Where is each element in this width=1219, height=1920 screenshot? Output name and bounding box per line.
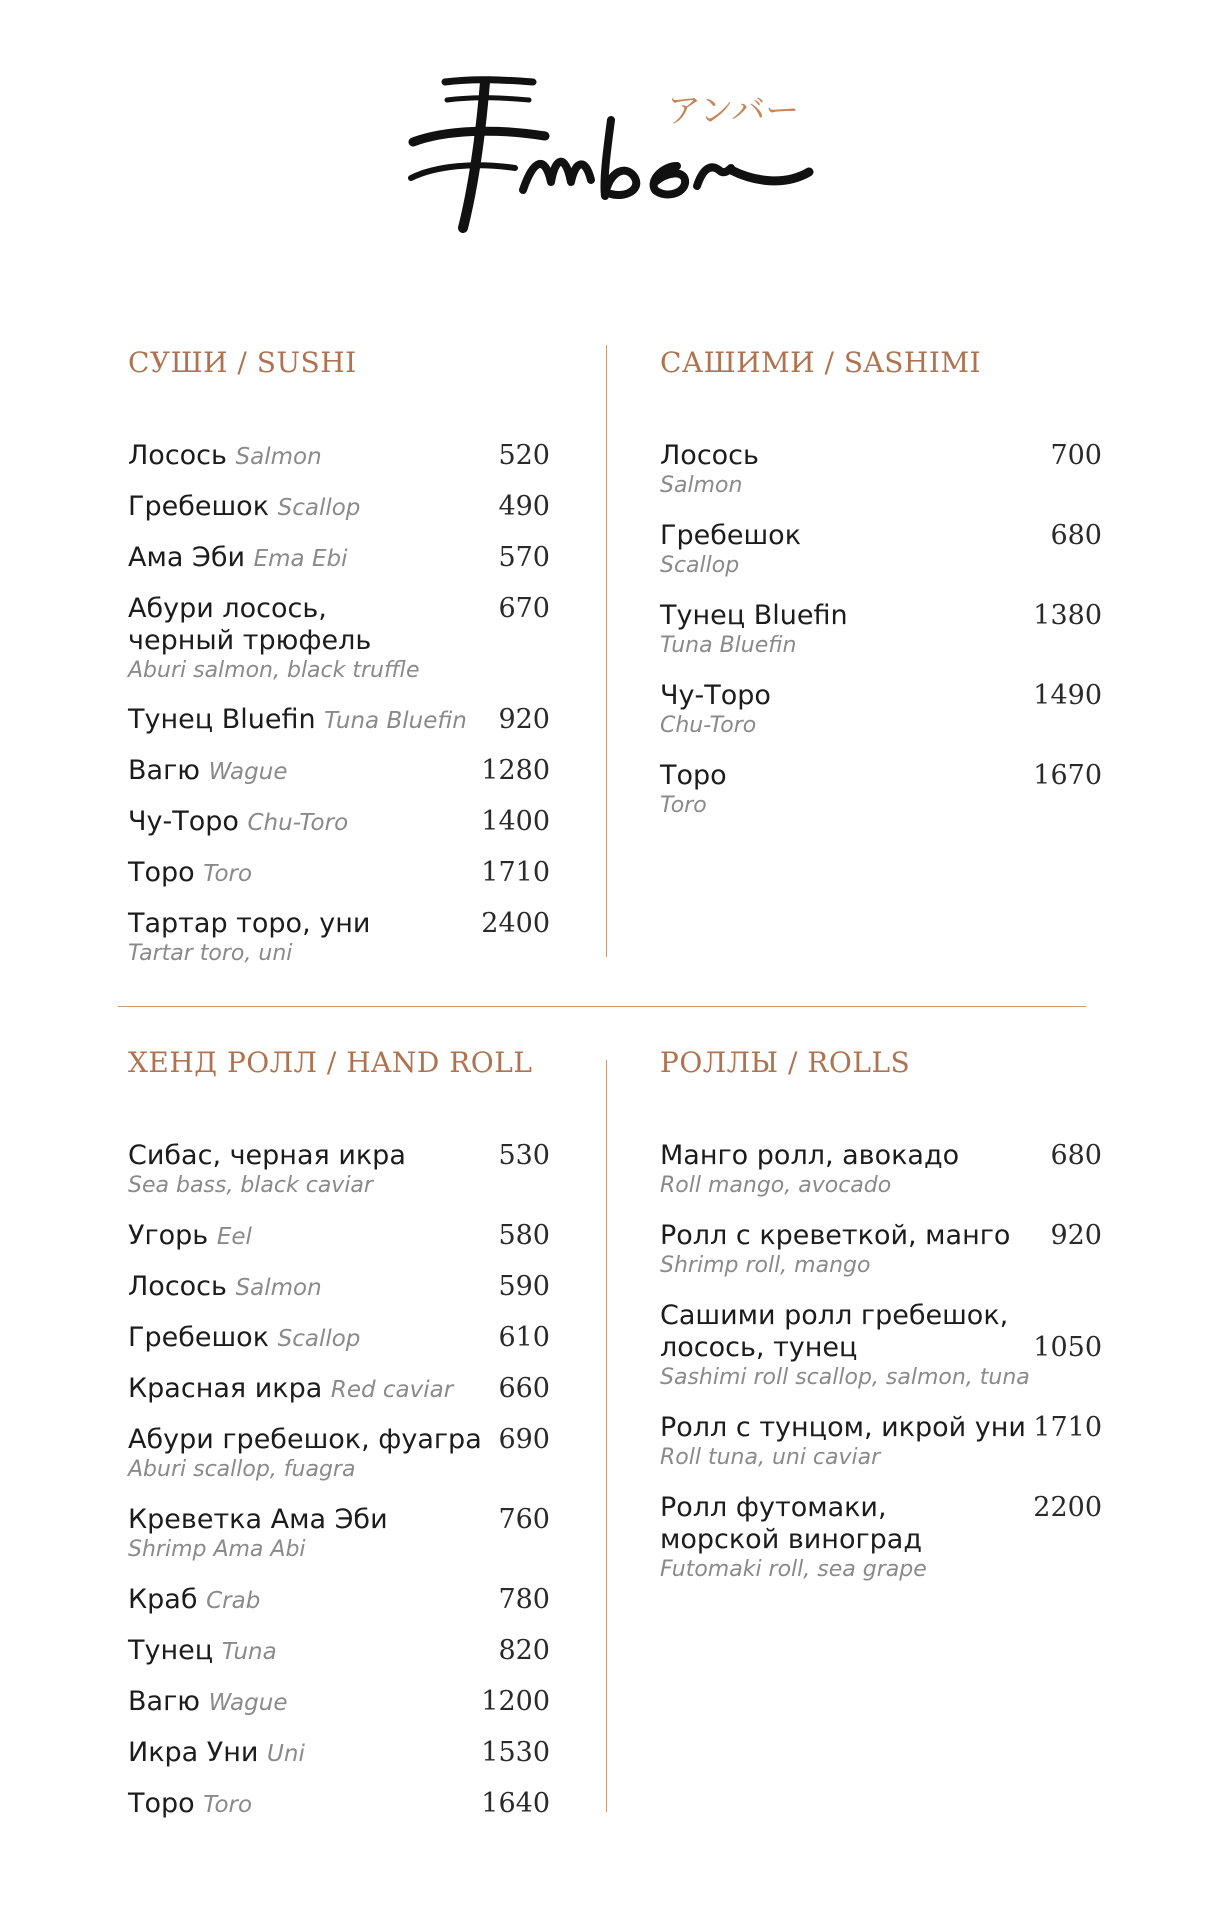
menu-item [128, 440, 550, 472]
item-price: 700 [1050, 440, 1102, 471]
menu-item [660, 600, 1102, 660]
item-name-ru: Сибас, черная икра [128, 1140, 406, 1171]
item-name-ru: Торо [660, 760, 727, 791]
item-name-en: Roll mango, avocado [660, 1173, 892, 1198]
menu-item [128, 1140, 550, 1200]
item-price: 1640 [481, 1788, 550, 1819]
item-name-ru: Ролл футомаки, морской виноград [660, 1492, 922, 1555]
item-name-en: Toro [203, 1792, 253, 1818]
item-name-ru: Сашими ролл гребешок, лосось, тунец [660, 1300, 1009, 1363]
item-price: 2400 [481, 908, 550, 939]
menu-item [660, 680, 1102, 740]
item-name-ru: Гребешок [128, 1322, 270, 1353]
item-name-ru: Абури лосось, черный трюфель [128, 593, 372, 656]
item-name-ru: Креветка Ама Эби [128, 1504, 388, 1535]
amber-logo-graphic [405, 70, 815, 250]
item-price: 1670 [1033, 760, 1102, 791]
item-name-en: Tuna Bluefin [660, 633, 797, 658]
item-name-ru: Ама Эби [128, 542, 246, 573]
item-name-ru: Красная икра [128, 1373, 323, 1404]
item-price: 1380 [1033, 600, 1102, 631]
menu-item [128, 806, 550, 838]
item-name-en: Tuna [221, 1639, 277, 1665]
menu-item [128, 542, 550, 574]
item-name-ru: Краб [128, 1584, 198, 1615]
item-name-en: Futomaki roll, sea grape [660, 1557, 927, 1582]
item-name-en: Aburi scallop, fuagra [128, 1457, 356, 1482]
item-price: 680 [1050, 1140, 1102, 1171]
item-name-en: Ema Ebi [253, 546, 348, 572]
item-name-ru: Лосось [128, 1271, 227, 1302]
column-divider-bottom [606, 1060, 607, 1812]
item-name-ru: Ролл с тунцом, икрой уни [660, 1412, 1026, 1443]
item-price: 690 [498, 1424, 550, 1455]
item-price: 1200 [481, 1686, 550, 1717]
item-name-en: Sashimi roll scallop, salmon, tuna [660, 1365, 1030, 1390]
item-name-ru: Угорь [128, 1220, 209, 1251]
item-name-en: Scallop [277, 1326, 361, 1352]
item-price: 920 [1050, 1220, 1102, 1251]
section-divider [118, 1006, 1086, 1007]
menu-item [128, 908, 550, 968]
item-price: 2200 [1033, 1492, 1102, 1523]
item-name-en: Toro [660, 793, 707, 818]
item-price: 590 [498, 1271, 550, 1302]
menu-item [128, 491, 550, 523]
item-price: 760 [498, 1504, 550, 1535]
item-name-ru: Тартар торо, уни [128, 908, 371, 939]
menu-item [128, 1788, 550, 1820]
item-price: 1400 [481, 806, 550, 837]
column-divider-top [606, 345, 607, 957]
menu-item [128, 1635, 550, 1667]
item-name-ru: Чу-Торо [128, 806, 239, 837]
menu-item [128, 1373, 550, 1405]
item-name-en: Toro [203, 861, 253, 887]
menu-item [128, 1686, 550, 1718]
item-name-en: Salmon [235, 444, 322, 470]
item-name-en: Shrimp Ama Abi [128, 1537, 306, 1562]
rolls-title: РОЛЛЫ / ROLLS [660, 1046, 911, 1079]
item-name-ru: Гребешок [128, 491, 270, 522]
item-name-en: Chu-Toro [247, 810, 349, 836]
item-name-ru: Торо [128, 1788, 195, 1819]
item-name-en: Wague [208, 1690, 288, 1716]
item-name-en: Chu-Toro [660, 713, 757, 738]
item-name-en: Scallop [277, 495, 361, 521]
item-name-en: Eel [216, 1224, 252, 1250]
menu-item [128, 1322, 550, 1354]
item-price: 1530 [481, 1737, 550, 1768]
item-name-ru: Абури гребешок, фуагра [128, 1424, 482, 1455]
sashimi-title: САШИМИ / SASHIMI [660, 346, 982, 379]
menu-item [128, 1584, 550, 1616]
menu-item [128, 1737, 550, 1769]
item-price: 680 [1050, 520, 1102, 551]
menu-item [660, 1412, 1102, 1472]
item-name-ru: Тунец [128, 1635, 214, 1666]
item-name-ru: Икра Уни [128, 1737, 259, 1768]
item-name-ru: Тунец Bluefin [128, 704, 316, 735]
item-price: 520 [498, 440, 550, 471]
hand-roll-title: ХЕНД РОЛЛ / HAND ROLL [128, 1046, 533, 1079]
menu-item [128, 593, 550, 685]
item-price: 1050 [1033, 1332, 1102, 1363]
item-name-en: Scallop [660, 553, 740, 578]
menu-item [128, 857, 550, 889]
item-name-en: Tartar toro, uni [128, 941, 293, 966]
item-name-en: Crab [206, 1588, 261, 1614]
item-price: 780 [498, 1584, 550, 1615]
item-name-en: Aburi salmon, black truffle [128, 658, 420, 683]
menu-item [660, 760, 1102, 820]
item-price: 1710 [481, 857, 550, 888]
item-price: 530 [498, 1140, 550, 1171]
item-price: 920 [498, 704, 550, 735]
menu-item [128, 704, 550, 736]
menu-item [128, 755, 550, 787]
menu-item [128, 1424, 550, 1484]
item-price: 1490 [1033, 680, 1102, 711]
menu-item [128, 1220, 550, 1252]
menu-item [660, 1220, 1102, 1280]
item-name-en: Uni [267, 1741, 305, 1767]
katakana-logo-text: アンバー [667, 91, 800, 131]
item-price: 670 [498, 593, 550, 624]
item-name-en: Tuna Bluefin [324, 708, 467, 734]
item-name-ru: Гребешок [660, 520, 802, 551]
item-name-ru: Тунец Bluefin [660, 600, 848, 631]
item-name-ru: Лосось [128, 440, 227, 471]
item-name-ru: Лосось [660, 440, 759, 471]
amber-logo [405, 70, 815, 250]
item-name-en: Salmon [660, 473, 743, 498]
item-name-ru: Чу-Торо [660, 680, 771, 711]
item-price: 1280 [481, 755, 550, 786]
menu-item [660, 1300, 1102, 1392]
item-price: 660 [498, 1373, 550, 1404]
item-name-ru: Вагю [128, 755, 200, 786]
menu-item [128, 1271, 550, 1303]
item-name-en: Roll tuna, uni caviar [660, 1445, 881, 1470]
item-price: 820 [498, 1635, 550, 1666]
sushi-title: СУШИ / SUSHI [128, 346, 357, 379]
item-price: 490 [498, 491, 550, 522]
item-name-ru: Вагю [128, 1686, 200, 1717]
menu-item [128, 1504, 550, 1564]
item-name-en: Wague [208, 759, 288, 785]
item-name-ru: Ролл с креветкой, манго [660, 1220, 1011, 1251]
item-price: 1710 [1033, 1412, 1102, 1443]
menu-item [660, 1140, 1102, 1200]
menu-item [660, 440, 1102, 500]
item-name-ru: Торо [128, 857, 195, 888]
menu-item [660, 520, 1102, 580]
menu-item [660, 1492, 1102, 1584]
item-name-en: Sea bass, black caviar [128, 1173, 373, 1198]
item-name-en: Salmon [235, 1275, 322, 1301]
item-name-en: Shrimp roll, mango [660, 1253, 871, 1278]
item-price: 570 [498, 542, 550, 573]
item-price: 610 [498, 1322, 550, 1353]
item-name-ru: Манго ролл, авокадо [660, 1140, 960, 1171]
item-name-en: Red caviar [330, 1377, 454, 1403]
item-price: 580 [498, 1220, 550, 1251]
